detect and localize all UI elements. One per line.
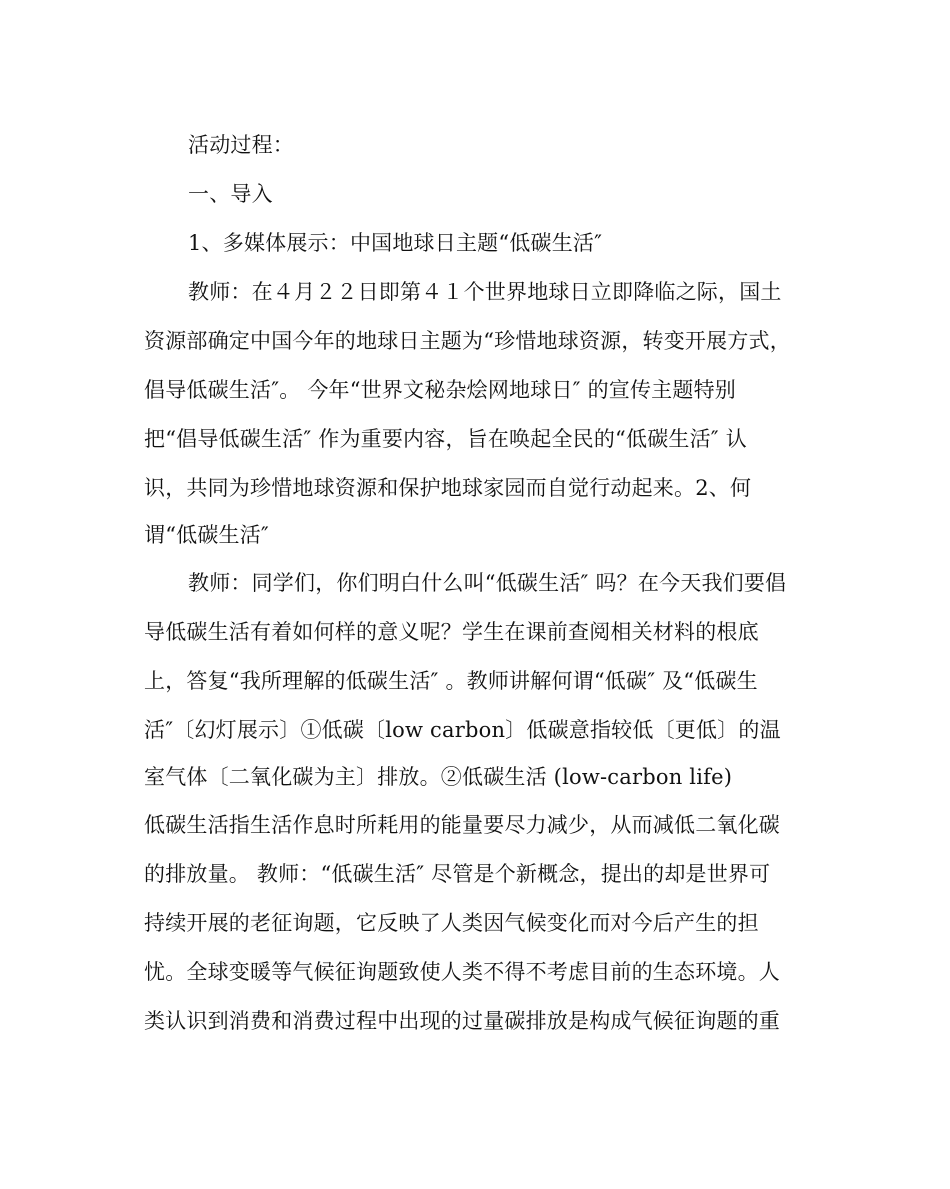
text-line-4: 教师：在４月２２日即第４１个世界地球日立即降临之际，国土: [188, 280, 782, 304]
text-line-17: 持续开展的老征询题，它反映了人类因气候变化而对今后产生的担: [144, 911, 759, 935]
text-line-13: 活″〔幻灯展示〕①低碳〔low carbon〕低碳意指较低〔更低〕的温: [144, 718, 781, 742]
text-line-9: 谓“低碳生活″: [144, 523, 269, 547]
text-line-2: 一、导入: [188, 182, 273, 206]
text-line-11: 导低碳生活有着如何样的意义呢？学生在课前查阅相关材料的根底: [144, 620, 759, 644]
text-line-6: 倡导低碳生活″。 今年“世界文秘杂烩网地球日″ 的宣传主题特别: [144, 378, 736, 402]
text-line-8: 识，共同为珍惜地球资源和保护地球家园而自觉行动起来。2、何: [144, 476, 752, 500]
text-line-1: 活动过程：: [188, 133, 294, 157]
text-line-16: 的排放量。 教师：“低碳生活″ 尽管是个新概念，提出的却是世界可: [144, 862, 771, 886]
text-line-7: 把“倡导低碳生活″ 作为重要内容，旨在唤起全民的“低碳生活″ 认: [144, 427, 747, 451]
text-line-5: 资源部确定中国今年的地球日主题为“珍惜地球资源，转变开展方式，: [144, 329, 791, 353]
text-line-18: 忧。全球变暖等气候征询题致使人类不得不考虑目前的生态环境。人: [144, 960, 780, 984]
text-line-19: 类认识到消费和消费过程中出现的过量碳排放是构成气候征询题的重: [144, 1009, 780, 1033]
text-line-14: 室气体〔二氧化碳为主〕排放。②低碳生活 (low-carbon life): [144, 765, 733, 789]
text-line-3: 1、多媒体展示：中国地球日主题“低碳生活″: [188, 231, 603, 255]
text-line-12: 上，答复“我所理解的低碳生活″ 。教师讲解何谓“低碳″ 及“低碳生: [144, 669, 758, 693]
text-line-10: 教师：同学们，你们明白什么叫“低碳生活″ 吗？在今天我们要倡: [188, 571, 787, 595]
text-line-15: 低碳生活指生活作息时所耗用的能量要尽力减少，从而减低二氧化碳: [144, 813, 780, 837]
